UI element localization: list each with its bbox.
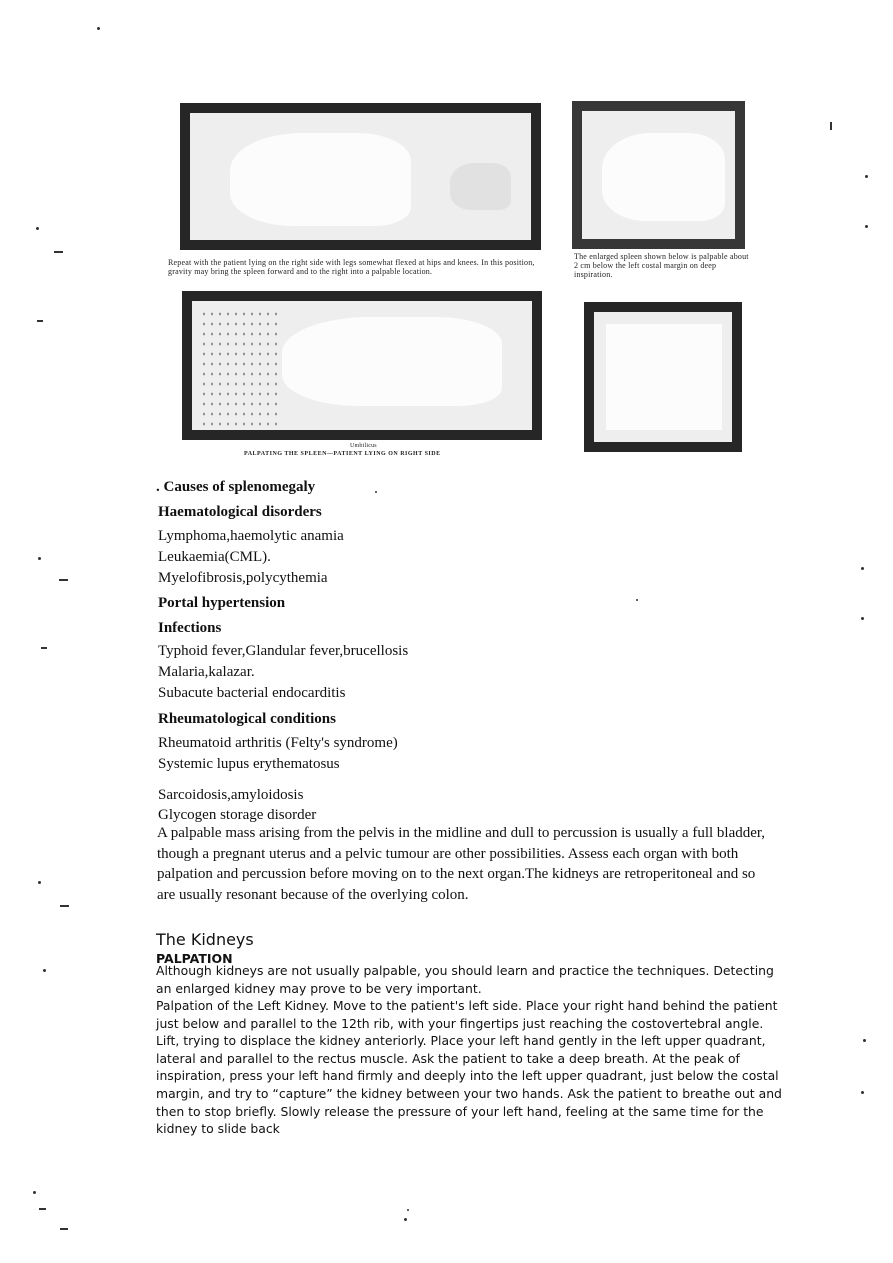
list-item: Typhoid fever,Glandular fever,brucellosis — [158, 643, 409, 659]
list-item: Lymphoma,haemolytic anamia — [158, 528, 344, 544]
kidneys-intro-paragraph: Although kidneys are not usually palpable, you should learn and practice the techniques. Detecting an enlarged kidney may prove to be very important. — [156, 963, 774, 996]
section-heading: Portal hypertension — [158, 595, 286, 611]
list-item: Leukaemia(CML). — [158, 549, 271, 565]
scan-speck — [865, 225, 868, 228]
list-item: Malaria,kalazar. — [158, 664, 255, 680]
scan-speck — [38, 881, 41, 884]
scan-mark — [39, 1208, 46, 1210]
stray-dot — [375, 491, 377, 493]
list-item: Sarcoidosis,amyloidosis — [158, 787, 304, 803]
scan-speck — [861, 1091, 864, 1094]
scan-speck — [636, 599, 638, 601]
scan-speck — [861, 567, 864, 570]
pelvic-mass-paragraph: A palpable mass arising from the pelvis in the midline and dull to percussion is usually a full bladder, though a pregnant uterus and a pelvic tumour are other possibilities. Assess each organ with both palpation and percussion before moving on to the next organ.The kidneys are retroperitoneal and so are usually resonant because of the overlying colon. — [157, 825, 766, 903]
scan-mark — [59, 579, 68, 581]
scan-mark — [60, 905, 69, 907]
scan-speck — [36, 227, 39, 230]
scan-speck — [830, 122, 832, 130]
section-heading: Haematological disorders — [158, 504, 322, 520]
scan-mark — [60, 1228, 68, 1230]
figure-caption-bottom: PALPATING THE SPLEEN—PATIENT LYING ON RIGHT SIDE — [244, 451, 441, 457]
list-item: Rheumatoid arthritis (Felty's syndrome) — [158, 735, 398, 751]
splenomegaly-title: . Causes of splenomegaly — [156, 479, 316, 495]
list-item: Subacute bacterial endocarditis — [158, 685, 346, 701]
scan-speck — [43, 969, 46, 972]
figure-bottom-right-photo — [584, 302, 742, 452]
section-heading: Infections — [158, 620, 222, 636]
dotted-grid-texture — [200, 309, 280, 429]
figure-caption-top-left: Repeat with the patient lying on the right side with legs somewhat flexed at hips and knees. In this position, gravity may bring the spleen forward and to the right into a palpable location. — [168, 258, 535, 276]
scan-mark — [54, 251, 63, 253]
list-item: Myelofibrosis,polycythemia — [158, 570, 328, 586]
figure-caption-top-right: The enlarged spleen shown below is palpable about 2 cm below the left costal margin on deep inspiration. — [574, 252, 749, 279]
kidneys-subtitle: PALPATION — [156, 951, 233, 966]
left-kidney-paragraph: Palpation of the Left Kidney. Move to the patient's left side. Place your right hand behind the patient just below and parallel to the 12th rib, with your fingertips just reaching the costovertebral angle. Lift, trying to displace the kidney anteriorly. Place your left hand gently in the left upper quadrant, lateral and parallel to the rectus muscle. Ask the patient to take a deep breath. At the peak of inspiration, press your left hand firmly and deeply into the left upper quadrant, just below the costal margin, and try to “capture” the kidney between your two hands. Ask the patient to breathe out and then to stop briefly. Slowly release the pressure of your left hand, feeling at the same time for the kidney to slide back — [156, 998, 782, 1137]
figure-bottom-left-photo — [182, 291, 542, 440]
scan-speck — [407, 1209, 409, 1211]
section-heading: Rheumatological conditions — [158, 711, 336, 727]
figure-top-left-photo — [180, 103, 541, 250]
scan-speck — [33, 1191, 36, 1194]
scan-speck — [861, 617, 864, 620]
scan-speck — [97, 27, 100, 30]
scan-speck — [865, 175, 868, 178]
scan-mark — [37, 320, 43, 322]
scan-speck — [404, 1218, 407, 1221]
scan-mark — [41, 647, 47, 649]
list-item: Systemic lupus erythematosus — [158, 756, 340, 772]
scan-speck — [38, 557, 41, 560]
list-item: Glycogen storage disorder — [158, 807, 317, 823]
label-umbilicus: Umbilicus — [350, 443, 377, 449]
figure-top-right-photo — [572, 101, 745, 249]
scan-speck — [863, 1039, 866, 1042]
kidneys-title: The Kidneys — [156, 930, 254, 949]
